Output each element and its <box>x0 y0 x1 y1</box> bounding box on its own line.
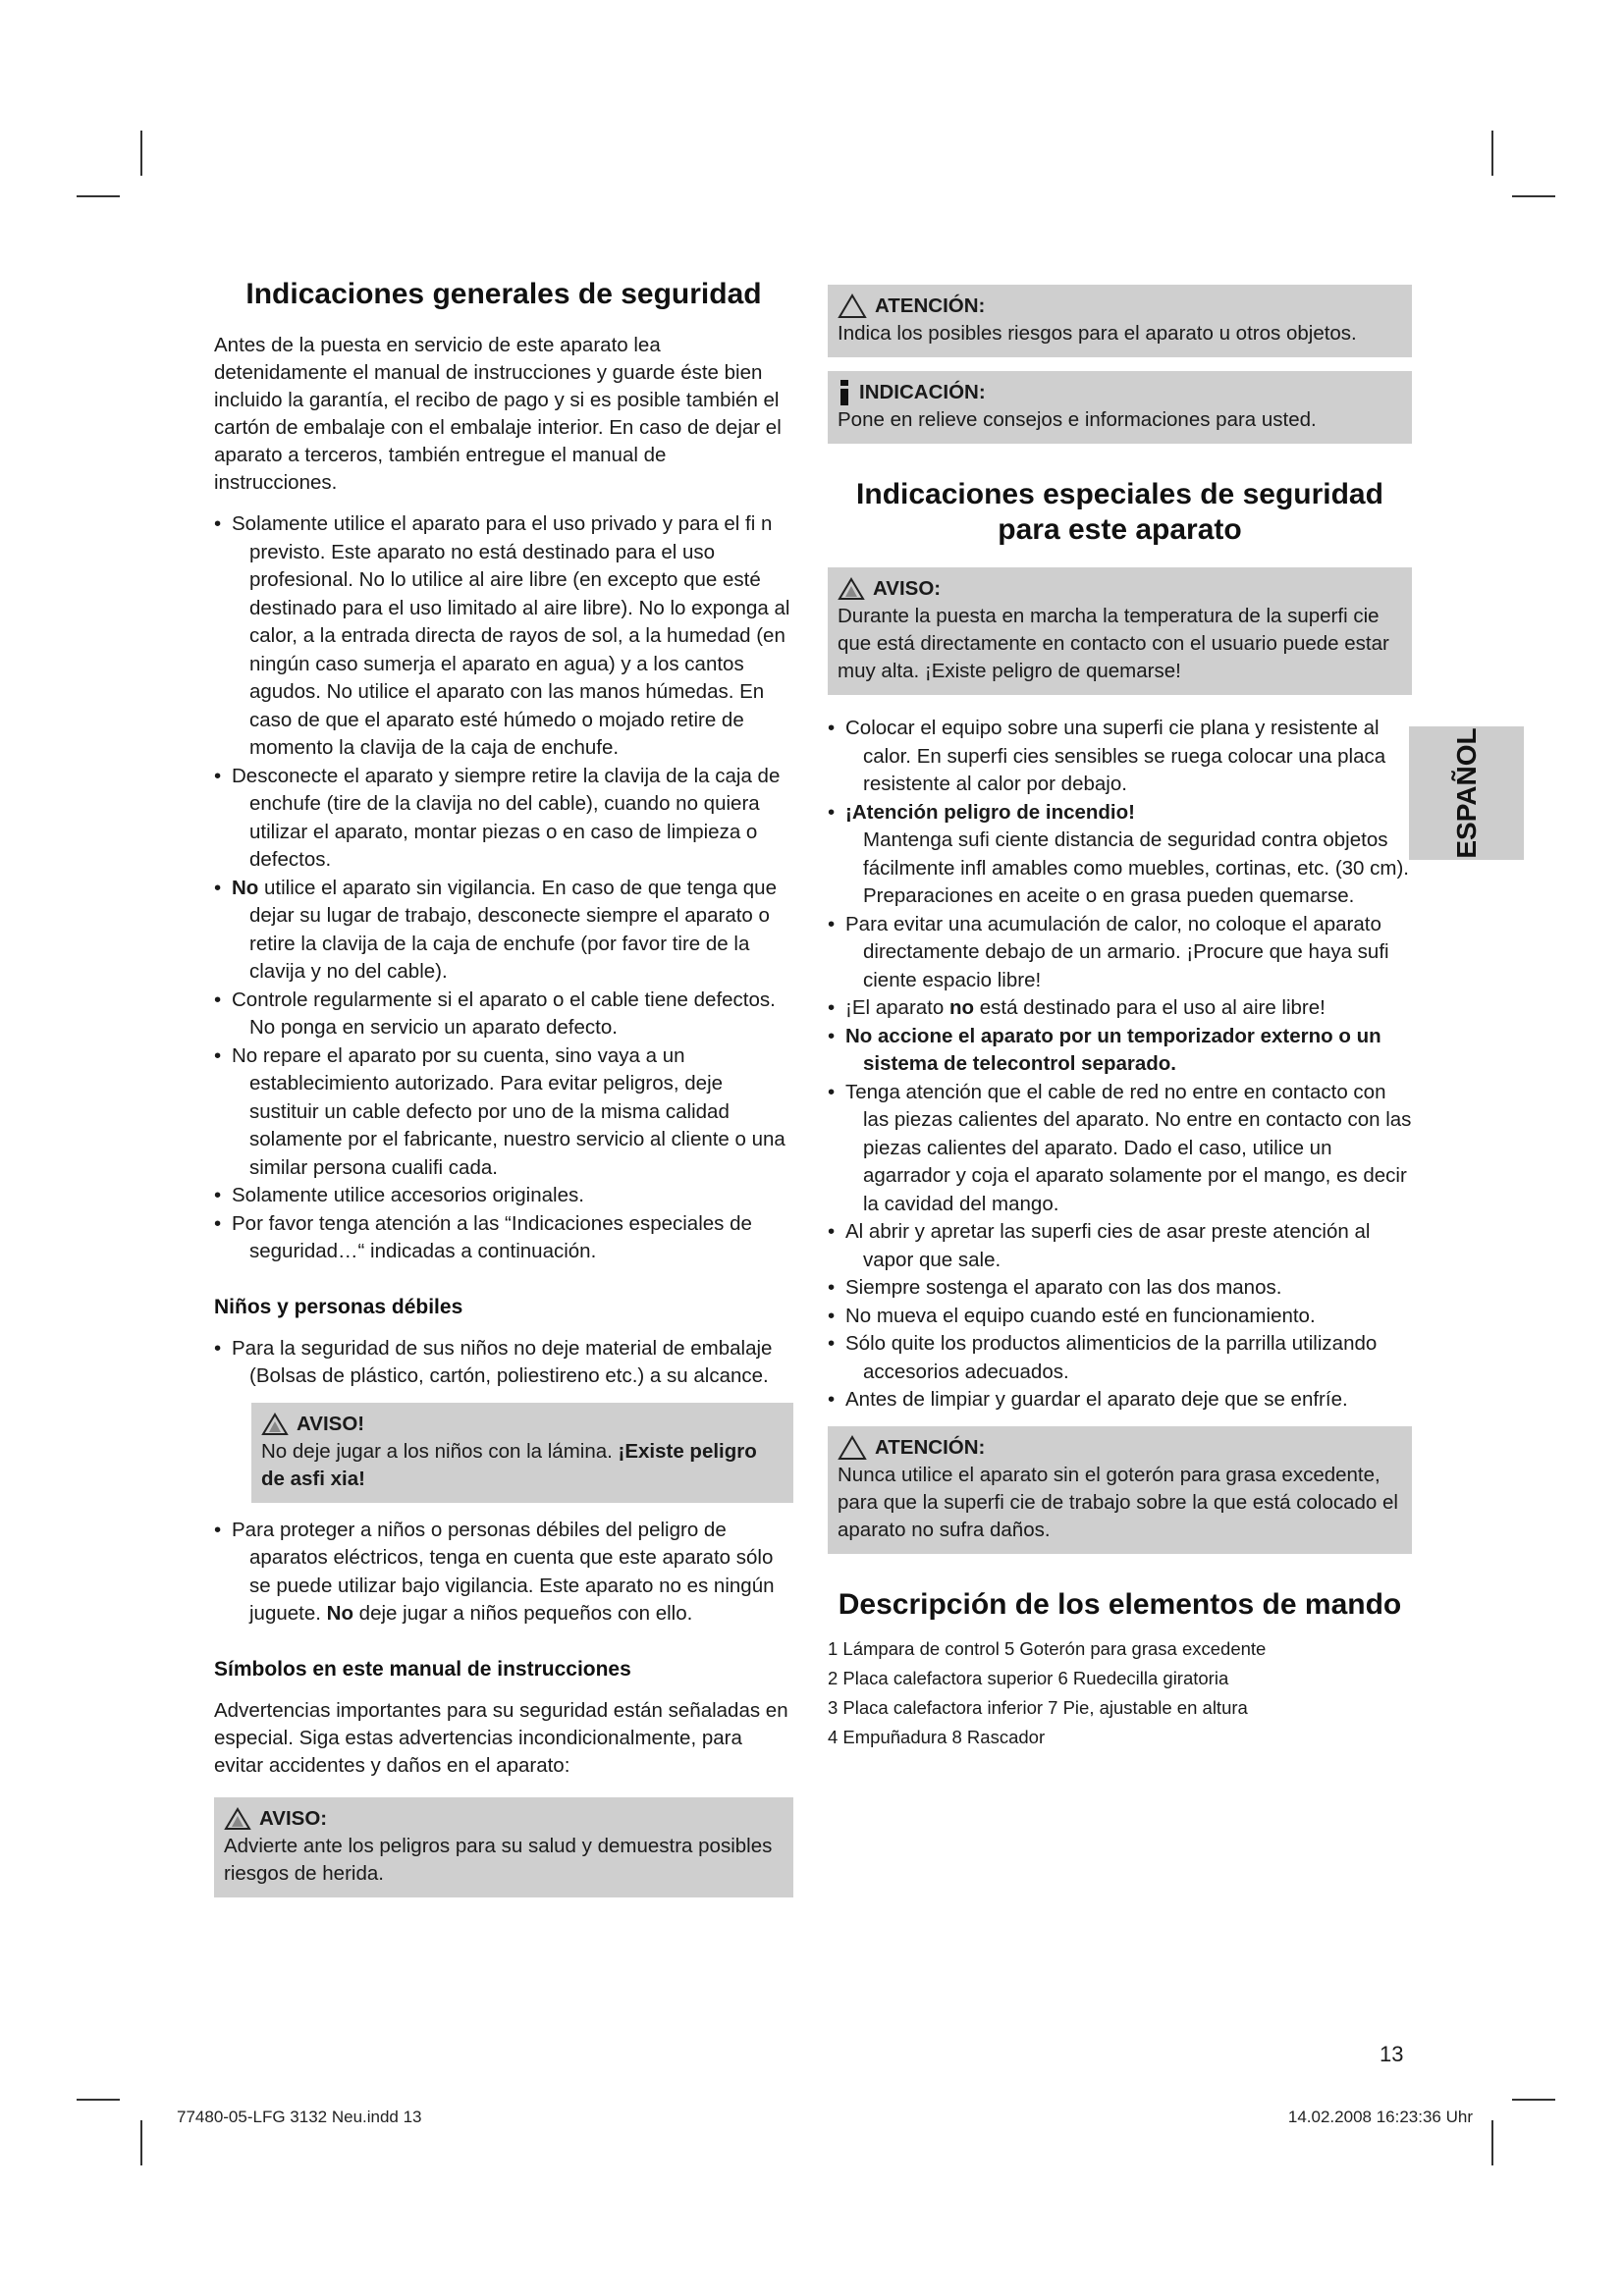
bold-text: ¡Atención peligro de incendio! <box>845 800 1135 824</box>
attention-text: Indica los posibles riesgos para el aparato u otros objetos. <box>838 322 1357 345</box>
attention-box <box>828 285 1412 357</box>
note-box <box>828 371 1412 444</box>
warning-text: No deje jugar a los niños con la lámina. <box>261 1439 619 1463</box>
list-item <box>828 1023 1412 1079</box>
warning-box <box>214 1797 793 1897</box>
list-item-text: ¡El aparato <box>845 996 949 1019</box>
warning-box <box>828 567 1412 695</box>
list-item: • Solamente utilice accesorios originales. <box>214 1182 793 1210</box>
list-item <box>828 799 1412 911</box>
crop-mark <box>140 2120 142 2165</box>
list-item-text: está destinado para el uso al aire libre! <box>974 996 1326 1019</box>
list-item: • Por favor tenga atención a las “Indicaciones especiales de seguridad…“ indicadas a continuación. <box>214 1210 793 1266</box>
attention-text: Nunca utilice el aparato sin el goterón para grasa excedente, para que la superfi cie de trabajo sobre la que está colocado el aparato no sufra daños. <box>838 1463 1398 1541</box>
list-item: • Sólo quite los productos alimenticios de la parrilla utilizando accesorios adecuados. <box>828 1330 1412 1386</box>
warning-text: Durante la puesta en marcha la temperatura de la superfi cie que está directamente en contacto con el usuario puede estar muy alta. ¡Existe peligro de quemarse! <box>838 605 1389 682</box>
list-item: • Colocar el equipo sobre una superfi cie plana y resistente al calor. En superfi cies sensibles se ruega colocar una placa resistente al calor por debajo. <box>828 715 1412 799</box>
children-list <box>214 1335 793 1391</box>
children-list-2 <box>214 1517 793 1629</box>
attention-box <box>828 1426 1412 1554</box>
warning-text: Advierte ante los peligros para su salud y demuestra posibles riesgos de herida. <box>224 1834 773 1885</box>
list-item <box>214 1517 793 1629</box>
footer-timestamp: 14.02.2008 16:23:36 Uhr <box>1287 2108 1473 2126</box>
crop-mark <box>77 2099 120 2101</box>
footer-file-info: 77480-05-LFG 3132 Neu.indd 13 <box>177 2108 422 2126</box>
children-heading: Niños y personas débiles <box>214 1295 463 1318</box>
list-item-text: Mantenga sufi ciente distancia de seguridad contra objetos fácilmente infl amables como muebles, cortinas, etc. (30 cm). Preparaciones en aceite o en grasa pueden quemarse. <box>863 828 1409 907</box>
special-safety-list <box>828 715 1412 1415</box>
list-item: • Desconecte el aparato y siempre retire la clavija de la caja de enchufe (tire de la clavija no del cable), cuando no quiera utilizar el aparato, montar piezas o en caso de limpieza o defectos. <box>214 763 793 875</box>
language-tab-label: ESPAÑOL <box>1450 727 1482 859</box>
list-item <box>214 875 793 987</box>
list-item-text: deje jugar a niños pequeños con ello. <box>352 1602 693 1625</box>
symbols-paragraph: Advertencias importantes para su seguridad están señaladas en especial. Siga estas advertencias incondicionalmente, para evitar accidentes y daños en el aparato: <box>214 1698 788 1777</box>
attention-title: ATENCIÓN: <box>875 294 986 317</box>
warning-title: AVISO! <box>297 1412 365 1435</box>
caution-triangle-icon <box>838 294 867 319</box>
list-item: • Para evitar una acumulación de calor, no coloque el aparato directamente debajo de un armario. ¡Procure que haya sufi ciente espacio libre! <box>828 911 1412 995</box>
crop-mark <box>77 195 120 197</box>
list-item: • No repare el aparato por su cuenta, sino vaya a un establecimiento autorizado. Para evitar peligros, deje sustituir un cable defecto por uno de la misma calidad solamente por el fabricante, nuestro servicio al cliente o una similar persona cualifi cada. <box>214 1042 793 1183</box>
title-line: Indicaciones especiales de seguridad <box>856 478 1383 510</box>
note-text: Pone en relieve consejos e informaciones para usted. <box>838 408 1317 431</box>
controls-list <box>828 1634 1412 1752</box>
list-item: 4 Empuñadura 8 Rascador <box>828 1726 1046 1747</box>
crop-mark <box>1512 195 1555 197</box>
crop-mark <box>1491 2120 1493 2165</box>
controls-title: Descripción de los elementos de mando <box>838 1587 1402 1621</box>
warning-triangle-icon <box>838 577 865 601</box>
bold-text: No accione el aparato por un temporizador externo o un sistema de telecontrol separado. <box>845 1024 1381 1075</box>
bold-text: No <box>232 876 259 899</box>
list-item: 3 Placa calefactora inferior 7 Pie, ajustable en altura <box>828 1696 1248 1718</box>
warning-triangle-icon <box>261 1413 289 1436</box>
list-item: • Siempre sostenga el aparato con las dos manos. <box>828 1274 1412 1303</box>
list-item: • No mueva el equipo cuando esté en funcionamiento. <box>828 1303 1412 1331</box>
symbols-heading: Símbolos en este manual de instrucciones <box>214 1657 631 1681</box>
bold-text: no <box>948 996 975 1019</box>
list-item: • Al abrir y apretar las superfi cies de asar preste atención al vapor que sale. <box>828 1218 1412 1274</box>
caution-triangle-icon <box>838 1435 867 1461</box>
title-line: para este aparato <box>998 513 1242 546</box>
right-column <box>828 285 1412 1752</box>
list-item <box>828 994 1412 1023</box>
warning-title: AVISO: <box>873 577 942 600</box>
list-item: 1 Lámpara de control 5 Goterón para grasa excedente <box>828 1637 1267 1659</box>
left-column <box>214 277 793 1911</box>
list-item: • Controle regularmente si el aparato o el cable tiene defectos. No ponga en servicio un aparato defecto. <box>214 987 793 1042</box>
special-safety-title <box>828 477 1412 548</box>
list-item: • Tenga atención que el cable de red no entre en contacto con las piezas calientes del aparato. No entre en contacto con las piezas calientes del aparato. Dado el caso, utilice un agarrador y coja el aparato solamente por el mango, es decir la cavidad del mango. <box>828 1079 1412 1219</box>
list-item: • Antes de limpiar y guardar el aparato deje que se enfríe. <box>828 1386 1412 1415</box>
language-tab <box>1409 726 1524 860</box>
list-item-text: utilice el aparato sin vigilancia. En caso de que tenga que dejar su lugar de trabajo, desconecte siempre el aparato o retire la clavija de la caja de enchufe (por favor tire de la clavija y no del cable). <box>249 876 777 983</box>
warning-title: AVISO: <box>259 1806 328 1830</box>
note-title: INDICACIÓN: <box>859 381 986 403</box>
crop-mark <box>1512 2099 1555 2101</box>
list-item: • Solamente utilice el aparato para el uso privado y para el fi n previsto. Este aparato no está destinado para el uso profesional. No lo utilice al aire libre (en excepto que esté destinado para el uso limitado al aire libre). No lo exponga al calor, a la entrada directa de rayos de sol, a la humedad (en ningún caso sumerja el aparato en agua) y a los cantos agudos. No utilice el aparato con las manos húmedas. En caso de que el aparato esté húmedo o mojado retire de momento la clavija de la caja de enchufe. <box>214 510 793 763</box>
list-item: 2 Placa calefactora superior 6 Ruedecilla giratoria <box>828 1667 1229 1688</box>
bold-text: No <box>326 1602 353 1625</box>
crop-mark <box>140 131 142 176</box>
info-icon <box>838 380 851 405</box>
attention-title: ATENCIÓN: <box>875 1435 986 1459</box>
warning-box <box>251 1403 793 1503</box>
list-item: • Para la seguridad de sus niños no deje material de embalaje (Bolsas de plástico, cartón, poliestireno etc.) a su alcance. <box>214 1335 793 1391</box>
page-number: 13 <box>1380 2042 1404 2066</box>
warning-bold-text: ¡Existe peligro de asfi xia! <box>261 1439 757 1490</box>
safety-list <box>214 510 793 1266</box>
list-item-text: Para proteger a niños o personas débiles del peligro de aparatos eléctricos, tenga en cuenta que este aparato sólo se puede utilizar bajo vigilancia. Este aparato no es ningún juguete. <box>232 1518 775 1625</box>
crop-mark <box>1491 131 1493 176</box>
warning-triangle-icon <box>224 1807 251 1831</box>
intro-paragraph: Antes de la puesta en servicio de este aparato lea detenidamente el manual de instrucciones y guarde éste bien incluido la garantía, el recibo de pago y si es posible también el cartón de embalaje con el embalaje interior. En caso de dejar el aparato a terceros, también entregue el manual de instrucciones. <box>214 334 782 494</box>
section-title: Indicaciones generales de seguridad <box>245 278 762 310</box>
